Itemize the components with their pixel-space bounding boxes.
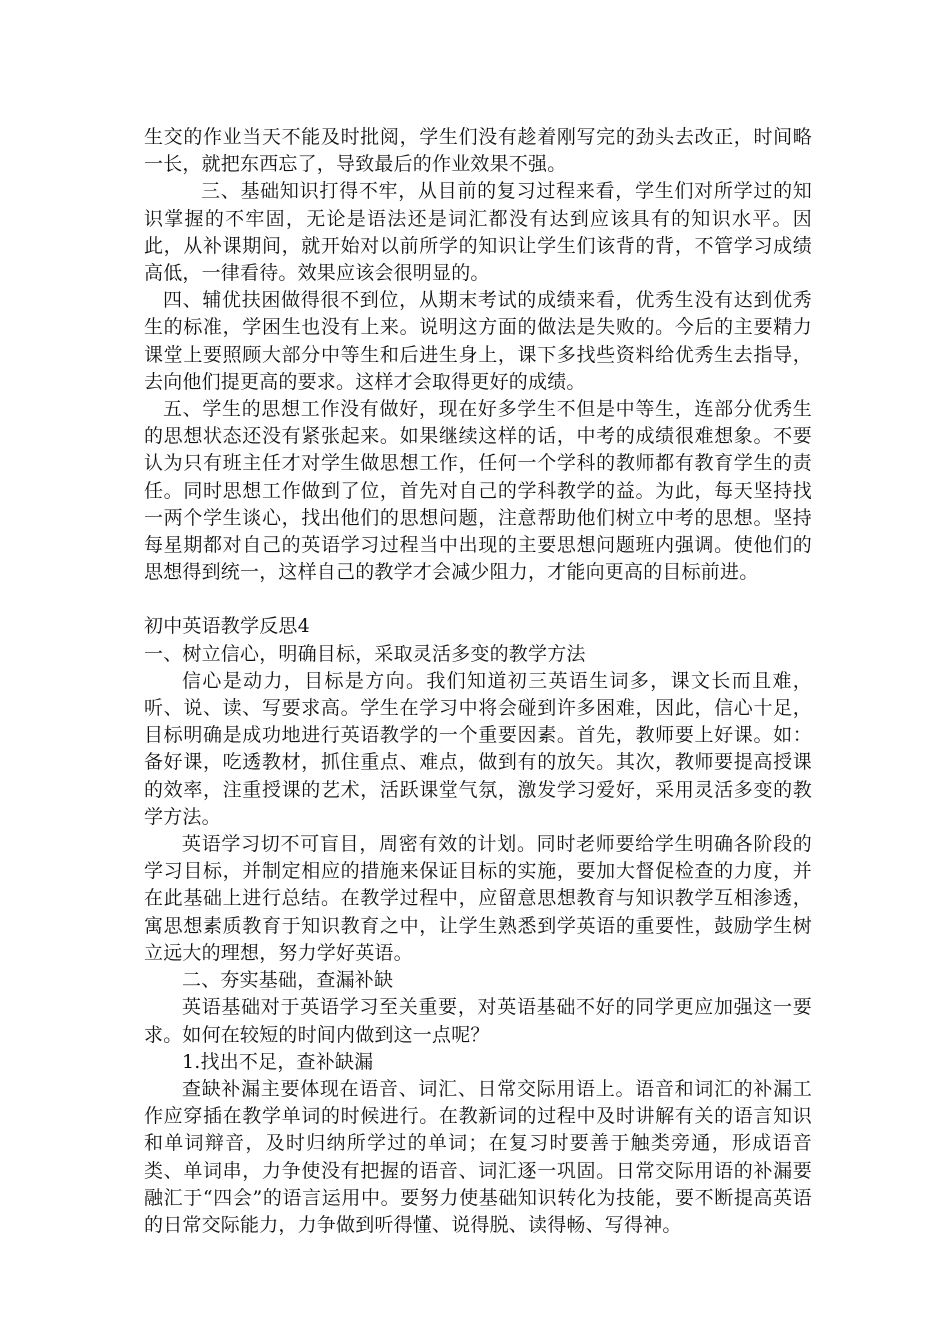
subheading-find-gaps: 1.找出不足，查补缺漏 <box>182 1050 374 1073</box>
document-body <box>144 124 812 1239</box>
paragraph-homework-feedback: 生交的作业当天不能及时批阅，学生们没有趁着刚写完的劲头去改正，时间略一长，就把东西忘了，导致最后的作业效果不强。 <box>144 126 812 176</box>
section-heading-two: 二、夯实基础，查漏补缺 <box>182 969 394 992</box>
paragraph-study-plan: 英语学习切不可盲目，周密有效的计划。同时老师要给学生明确各阶段的学习目标，并制定相应的措施来保证目标的实施，要加大督促检查的力度，并在此基础上进行总结。在教学过程中，应留意思想教育与知识教学互相渗透，寓思想素质教育于知识教育之中，让学生熟悉到学英语的重要性，鼓励学生树立远大的理想，努力学好英语。 <box>144 833 812 964</box>
paragraph-spacer <box>144 586 812 613</box>
paragraph-point-five: 五、学生的思想工作没有做好，现在好多学生不但是中等生，连部分优秀生的思想状态还没有紧张起来。如果继续这样的话，中考的成绩很难想象。不要认为只有班主任才对学生做思想工作，任何一个学科的教师都有教育学生的责任。同时思想工作做到了位，首先对自己的学科教学的益。为此，每天坚持找一两个学生谈心，找出他们的思想问题，注意帮助他们树立中考的思想。坚持每星期都对自己的英语学习过程当中出现的主要思想问题班内强调。使他们的思想得到统一，这样自己的教学才会减少阻力，才能向更高的目标前进。 <box>144 398 812 584</box>
paragraph-confidence: 信心是动力，目标是方向。我们知道初三英语生词多，课文长而且难，听、说、读、写要求高。学生在学习中将会碰到许多困难，因此，信心十足，目标明确是成功地进行英语教学的一个重要因素。首先，教师要上好课。如：备好课，吃透教材，抓住重点、难点，做到有的放矢。其次，教师要提高授课的效率，注重授课的艺术，活跃课堂气氛，激发学习爱好，采用灵活多变的教学方法。 <box>144 669 812 828</box>
paragraph-foundation: 英语基础对于英语学习至关重要，对英语基础不好的同学更应加强这一要求。如何在较短的时间内做到这一点呢？ <box>144 996 812 1046</box>
paragraph-fill-gaps: 查缺补漏主要体现在语音、词汇、日常交际用语上。语音和词汇的补漏工作应穿插在教学单词的时候进行。在教新词的过程中及时讲解有关的语言知识和单词辩音，及时归纳所学过的单词；在复习时要善于触类旁通，形成语音类、单词串，力争使没有把握的语音、词汇逐一巩固。日常交际用语的补漏要融汇于“四会”的语言运用中。要努力使基础知识转化为技能，要不断提高英语的日常交际能力，力争做到听得懂、说得脱、读得畅、写得神。 <box>144 1077 812 1236</box>
section-heading-one: 一、树立信心，明确目标，采取灵活多变的教学方法 <box>144 642 586 665</box>
section-title: 初中英语教学反思4 <box>144 615 310 638</box>
paragraph-point-four: 四、辅优扶困做得很不到位，从期末考试的成绩来看，优秀生没有达到优秀生的标准，学困生也没有上来。说明这方面的做法是失败的。今后的主要精力课堂上要照顾大部分中等生和后进生身上，课下多找些资料给优秀生去指导，去向他们提更高的要求。这样才会取得更好的成绩。 <box>144 289 812 393</box>
paragraph-point-three: 三、基础知识打得不牢，从目前的复习过程来看，学生们对所学过的知识掌握的不牢固，无论是语法还是词汇都没有达到应该具有的知识水平。因此，从补课期间，就开始对以前所学的知识让学生们该背的背，不管学习成绩高低，一律看待。效果应该会很明显的。 <box>144 180 812 285</box>
